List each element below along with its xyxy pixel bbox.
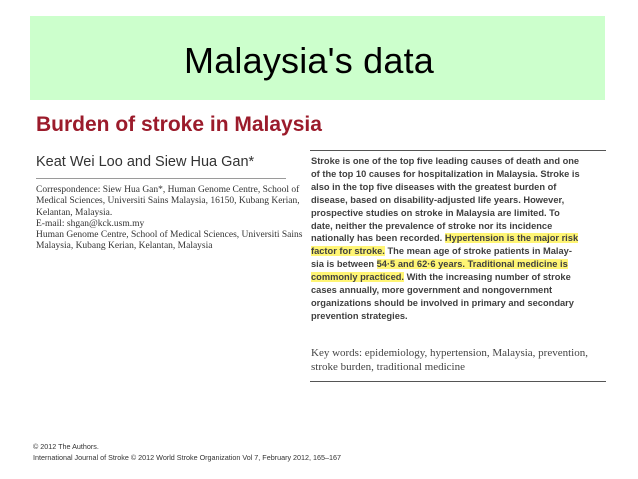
highlighted-text: factor for stroke.	[311, 246, 385, 257]
correspondence-block	[36, 185, 303, 253]
abstract-bottom-rule	[310, 381, 606, 382]
abstract-line	[311, 220, 607, 233]
abstract-line	[311, 297, 607, 310]
highlighted-text: 54·5 and 62·6 years. Traditional medicine is	[376, 259, 568, 270]
keywords-line: stroke burden, traditional medicine	[311, 360, 465, 373]
paper-authors: Keat Wei Loo and Siew Hua Gan*	[36, 154, 255, 170]
abstract-line	[311, 207, 607, 220]
correspondence-email: E-mail: shgan@kck.usm.my	[36, 218, 145, 229]
abstract-text-segment: With the increasing number of stroke	[404, 272, 571, 283]
abstract-text-segment: Stroke is one of the top five leading causes of death and one	[311, 156, 580, 166]
abstract-line	[311, 284, 607, 297]
abstract-text-segment: sia is between	[311, 259, 377, 270]
abstract-text	[311, 155, 607, 323]
abstract-text-segment: disease, based on disability-adjusted life years. However,	[311, 194, 565, 205]
abstract-top-rule	[310, 150, 606, 151]
correspondence-line: Correspondence: Siew Hua Gan*, Human Genome Centre, School of	[36, 185, 300, 195]
correspondence-line: Medical Sciences, Universiti Sains Malaysia, 16150, Kubang Kerian,	[36, 196, 300, 207]
keywords-line: Key words: epidemiology, hypertension, Malaysia, prevention,	[311, 347, 588, 359]
footer-line: © 2012 The Authors.	[33, 442, 99, 451]
abstract-line	[311, 245, 607, 258]
slide-title: Malaysia's data	[184, 40, 434, 81]
abstract-line	[311, 181, 607, 194]
abstract-text-segment: prevention strategies.	[311, 310, 408, 321]
correspondence-line: Malaysia, Kubang Kerian, Kelantan, Malaysia	[36, 241, 213, 252]
abstract-line	[311, 258, 607, 271]
abstract-text-segment: cases annually, more government and nongovernment	[311, 285, 553, 296]
abstract-text-segment: The mean age of stroke patients in Malay-	[384, 246, 572, 257]
correspondence-line: Kelantan, Malaysia.	[36, 207, 113, 218]
abstract-line	[311, 155, 607, 168]
abstract-text-segment: nationally has been recorded.	[311, 233, 445, 244]
footer-line: International Journal of Stroke © 2012 World Stroke Organization Vol 7, February 2012, 165–167	[33, 452, 342, 462]
abstract-text-segment: prospective studies on stroke in Malaysia are limited. To	[311, 207, 560, 218]
paper-title: Burden of stroke in Malaysia	[36, 113, 322, 136]
highlighted-text: Hypertension is the major risk	[444, 233, 579, 244]
abstract-line	[311, 310, 607, 323]
abstract-line	[311, 194, 607, 207]
highlighted-text: commonly practiced.	[311, 272, 404, 283]
abstract-text-segment: of the top 10 causes for hospitalization in Malaysia. Stroke is	[311, 168, 580, 179]
correspondence-line: Human Genome Centre, School of Medical Sciences, Universiti Sains	[36, 230, 303, 241]
divider	[36, 178, 286, 179]
abstract-line	[311, 168, 607, 181]
abstract-line	[311, 232, 607, 245]
abstract-text-segment: date, neither the prevalence of stroke nor its incidence	[311, 220, 553, 231]
keywords-block	[311, 347, 607, 374]
abstract-text-segment: also in the top five diseases with the greatest burden of	[311, 181, 557, 192]
abstract-text-segment: organizations should be involved in primary and secondary	[311, 297, 574, 308]
abstract-line	[311, 271, 607, 284]
copyright-footer	[33, 442, 341, 463]
